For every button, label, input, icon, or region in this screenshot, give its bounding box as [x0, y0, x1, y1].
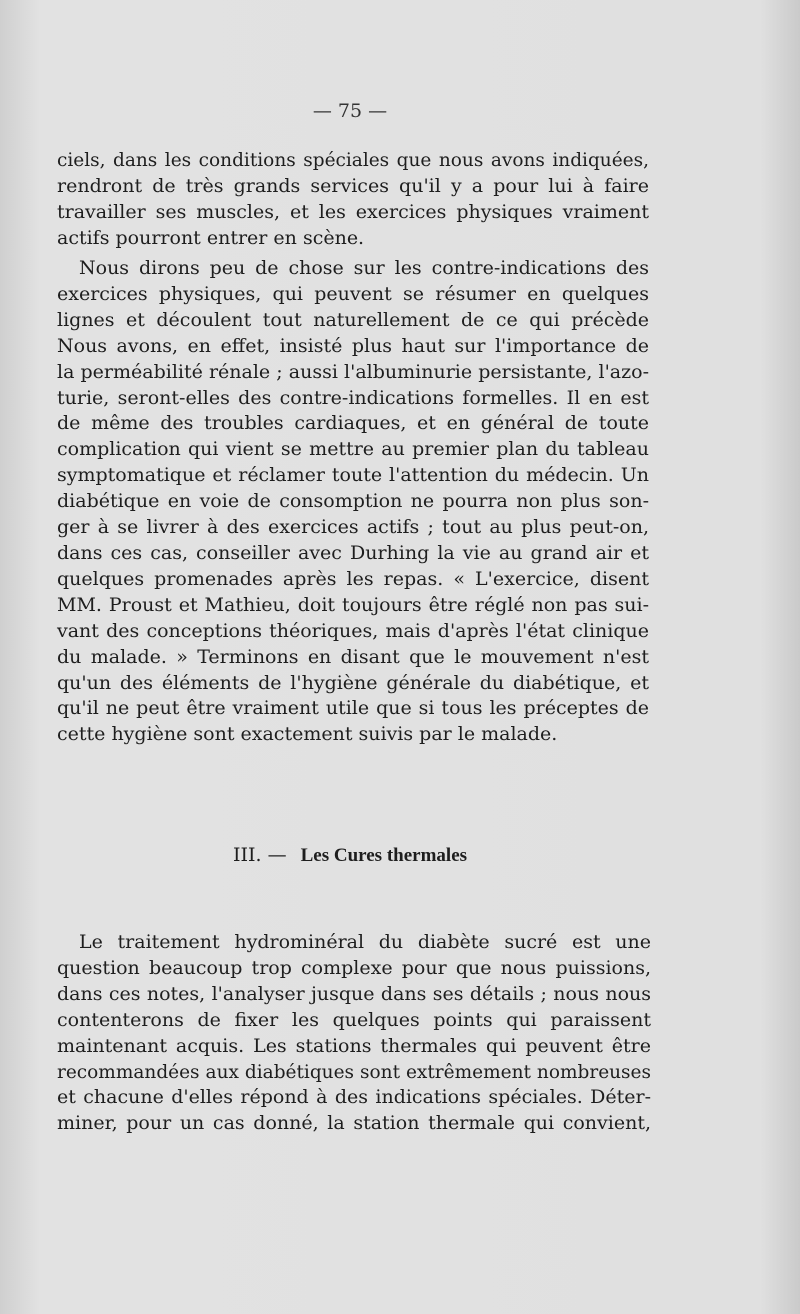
text-line: diabétique en voie de consomption ne pourra non plus son-: [57, 490, 649, 513]
section-heading: [0, 844, 700, 867]
text-line: travailler ses muscles, et les exercices physiques vraiment: [57, 200, 649, 223]
page-number: — 75 —: [312, 100, 388, 122]
text-line: quelques promenades après les repas. « L'exercice, disent: [57, 567, 649, 590]
text-line: actifs pourront entrer en scène.: [57, 226, 365, 249]
paragraph-3: [57, 930, 651, 1137]
text-line: miner, pour un cas donné, la station thermale qui convient,: [57, 1112, 651, 1135]
paragraph-2: [57, 256, 649, 748]
text-line: cette hygiène sont exactement suivis par le malade.: [57, 723, 558, 746]
text-line: Nous avons, en effet, insisté plus haut sur l'importance de: [57, 334, 649, 357]
text-line: dans ces notes, l'analyser jusque dans ses détails ; nous nous: [57, 982, 651, 1005]
text-line: qu'un des éléments de l'hygiène générale du diabétique, et: [57, 671, 649, 694]
text-line: contenterons de fixer les quelques points qui paraissent: [57, 1008, 651, 1031]
text-line: lignes et découlent tout naturellement de ce qui précède: [57, 308, 649, 331]
text-line: dans ces cas, conseiller avec Durhing la vie au grand air et: [57, 541, 649, 564]
text-line: complication qui vient se mettre au premier plan du tableau: [57, 438, 649, 461]
text-line: symptomatique et réclamer toute l'attention du médecin. Un: [57, 464, 649, 487]
section-title: Les Cures thermales: [300, 845, 468, 866]
text-line: qu'il ne peut être vraiment utile que si tous les préceptes de: [57, 697, 649, 720]
text-line: Nous dirons peu de chose sur les contre-indications des: [79, 257, 649, 279]
text-line: et chacune d'elles répond à des indications spéciales. Déter-: [57, 1086, 651, 1109]
text-line: rendront de très grands services qu'il y a pour lui à faire: [57, 174, 649, 197]
text-line: maintenant acquis. Les stations thermales qui peuvent être: [57, 1034, 651, 1057]
text-line: vant des conceptions théoriques, mais d'après l'état clinique: [57, 619, 649, 642]
text-line: ciels, dans les conditions spéciales que nous avons indiquées,: [57, 150, 649, 171]
section-number: III. —: [232, 844, 287, 866]
text-line: de même des troubles cardiaques, et en général de toute: [57, 412, 649, 435]
text-line: MM. Proust et Mathieu, doit toujours être réglé non pas sui-: [57, 593, 649, 616]
text-line: recommandées aux diabétiques sont extrêmement nombreuses: [57, 1061, 651, 1083]
text-line: du malade. » Terminons en disant que le mouvement n'est: [57, 645, 649, 668]
text-line: Le traitement hydrominéral du diabète sucré est une: [79, 931, 651, 953]
text-line: turie, seront-elles des contre-indications formelles. Il en est: [57, 386, 649, 409]
paragraph-1: [57, 148, 649, 252]
text-line: question beaucoup trop complexe pour que nous puissions,: [57, 956, 651, 979]
text-line: ger à se livrer à des exercices actifs ; tout au plus peut-on,: [57, 516, 649, 539]
text-line: exercices physiques, qui peuvent se résumer en quelques: [57, 282, 649, 305]
text-line: la perméabilité rénale ; aussi l'albuminurie persistante, l'azo-: [57, 360, 649, 383]
